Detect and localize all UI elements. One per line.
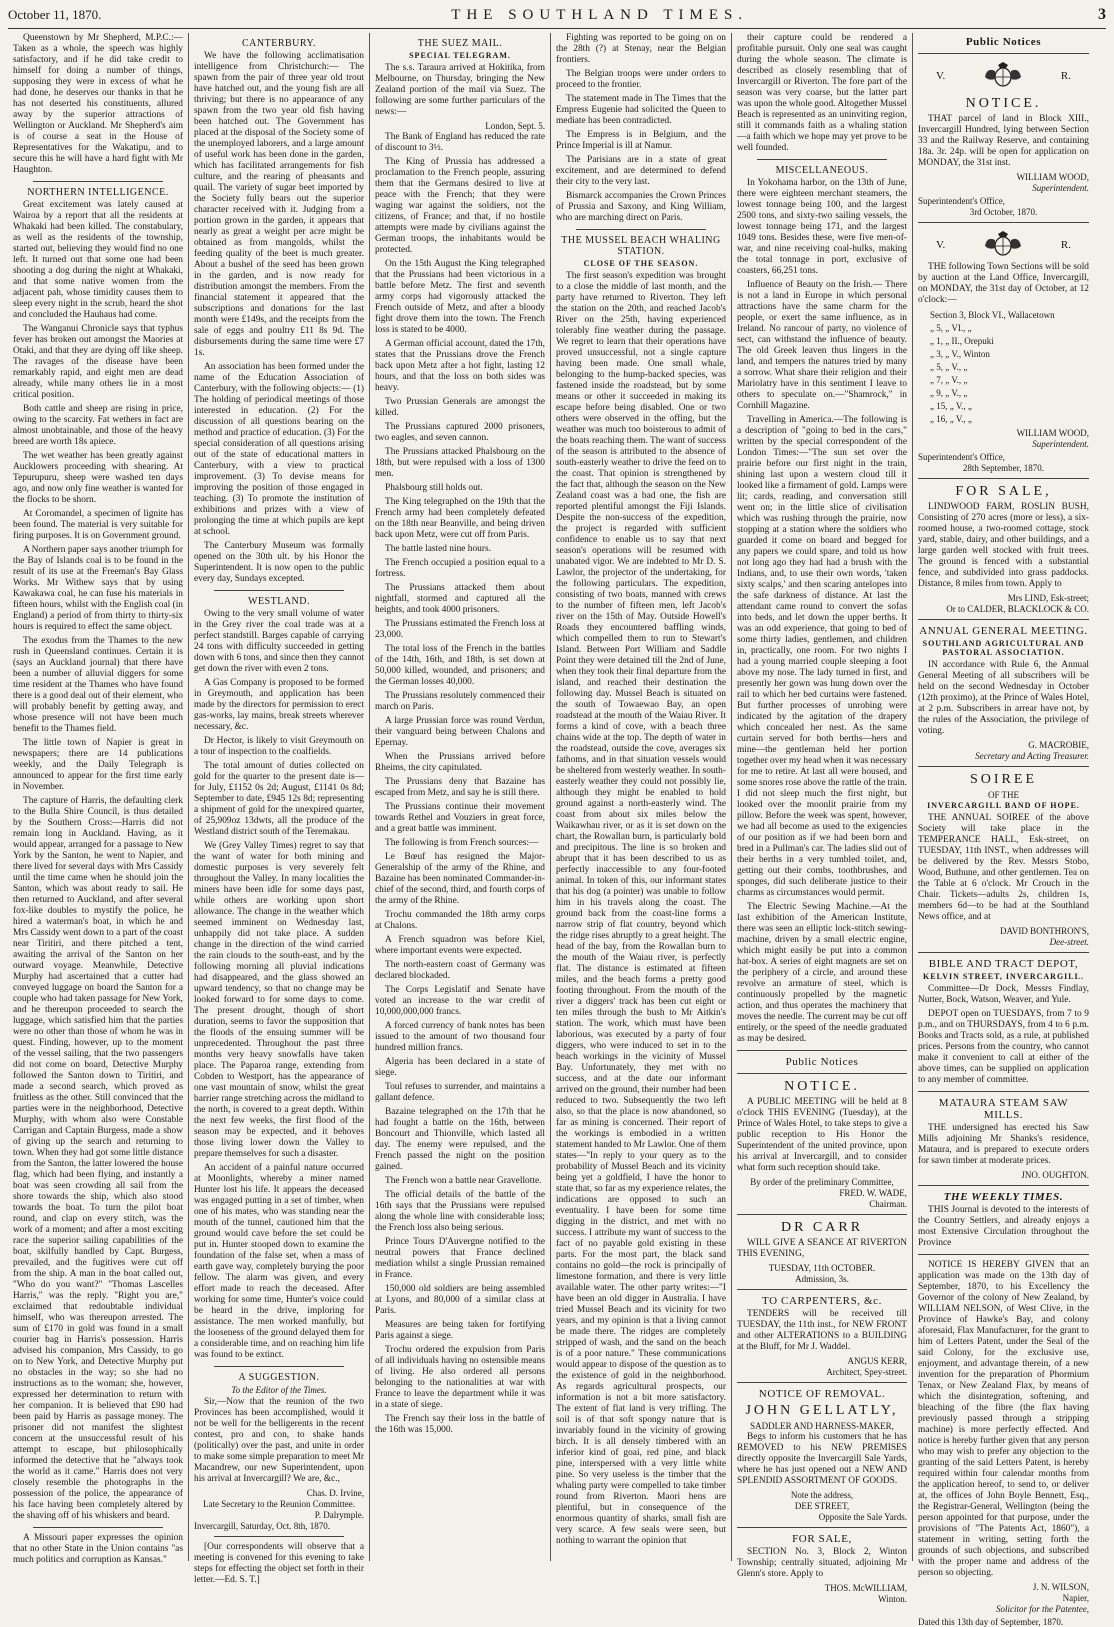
article-paragraph: The Prussians attacked Phalsbourg on the 18th, but were repulsed with a loss of 1300 men. [375, 447, 545, 479]
masthead-title: THE SOUTHLAND TIMES. [451, 7, 749, 23]
town-section-item: „ 15, „ V., „ [930, 401, 972, 411]
article-paragraph: Begs to inform his customers that he has REMOVED to his NEW PREMISES directly opposite the Invercargill Sale Yards, where he has just opened out a NEW AND SPLENDID ASSORTMENT OF GOODS. [737, 1432, 907, 1486]
centered-line: TUESDAY, 11th OCTOBER. [768, 1263, 876, 1273]
bible-depot-committee: Committee—Dr Dock, Messrs Findlay, Nutter, Bock, Watson, Weaver, and Yule. [918, 984, 1089, 1005]
crest-left-letter: V. [936, 239, 946, 251]
article-paragraph: The s.s. Taraura arrived at Hokitika, from Melbourne, on Thursday, bringing the New Zealand portion of the mail via Suez. The following are some further particulars of the news:— [375, 63, 545, 117]
article-paragraph: The Bank of England has reduced the rate of discount to 3½. [375, 132, 545, 153]
article-paragraph: Trochu ordered the expulsion from Paris of all individuals having no ostensible means of living. He also ordered all persons belonging to the nationalities at war with France to leave the department while it was in a state of siege. [375, 1345, 545, 1410]
patent-signature: J. N. WILSON, [1032, 1582, 1089, 1592]
article-paragraph: Great excitement was lately caused at Wairoa by a report that all the residents at Whakaki had been killed. The constabulary, as well as the residents of the township, started out, believing they would find no one left. It turned out that some one had been shooting a dog during the night at Whakaki, and that some native women from the adjacent pah, whose timidity causes them to sleep every night in the scrub, heard the shot and concluded the Hauhaus had come. [13, 200, 183, 320]
agm-title: ANNUAL GENERAL MEETING. [919, 625, 1088, 637]
article-paragraph: 150,000 old soldiers are being assembled at Lyons, and 80,000 of a similar class at Paris. [375, 1284, 545, 1316]
article-paragraph: Trochu commanded the 18th army corps at Chalons. [375, 910, 545, 931]
divider [737, 1073, 907, 1074]
article-paragraph: Travelling in America.—The following is a description of "going to bed in the cars," written by the special correspondent of the London Times:—"The sun set over the prairie before our first night in the train, shining last upon a western cloud till it looked like a firmament of gold. Lamps were lit; cards, reading, and conversation still went on; in the little slice of civilisation which was rushing through the prairie, now stopping at a station where the soldiers who guarded it come on board and begged for any papers we could spare, and told us how not long ago they had had a brush with the Indians, and, to use their own words, 'taken sixty scalps,' and then scaring antelopes into the safe darkness of distance. At last the attendant came round to convert the sofas into beds, and let down the upper berths. It was an odd experience, that going to bed of some thirty ladies, gentlemen, and children in, practically, one room. For two nights I had a young married couple sleeping a foot above my nose. The lady turned in first, and presently her gown was hung down over the rail to which her bed curtains were fastened. But further processes of unrobing were indicated by the agitation of the drapery which concealed her nest. As the same curtain served for both berths—hers and mine—the gentleman held her portion together over my head when it was necessary for me to retire. At last all were housed, and some snores rose above the rattle of the train. I did not sleep much the first night, but looked over the moonlit prairie from my pillow. Before the week was spent, however, we had all become as used to the exigencies of our position as if we had been born and bred in a Pullman's car. The ladies slid out of their berths in a very tumbled toilet, and, getting out their combs, toothbrushes, and sponges, did such deliberate justice to their charms as circumstances would permit. [737, 415, 907, 898]
section-heading: THE MUSSEL BEACH WHALING STATION. [561, 235, 721, 257]
article-paragraph: [Our correspondents will observe that a meeting is convened for this evening to take steps for effecting the object set forth in their letter.—Ed. S. T.] [194, 1542, 364, 1585]
for-sale-contact-1: Mrs LIND, Esk-street; [1007, 593, 1089, 603]
sale-signature-title: Superintendent. [1032, 439, 1089, 449]
divider [214, 1536, 344, 1537]
article-paragraph: WILL GIVE A SEANCE AT RIVERTON THIS EVENING, [737, 1238, 907, 1259]
article-paragraph: The Prussians continue their movement towards Rethel and Vouziers in great force, and a great battle was imminent. [375, 802, 545, 834]
article-paragraph: In Yokohama harbor, on the 13th of June, there were eighteen merchant steamers, the lowest tonnage being 100, and the largest 2500 tons, and sixty-two sailing vessels, the lowest tonnage being 171, and the largest 1049 tons. Besides these, were five men-of-war, and nine receiving coal-hulks, making the total tonnage in port, exclusive of coasters, 66,251 tons. [737, 178, 907, 276]
article-paragraph: The Belgian troops were under orders to proceed to the frontier. [556, 69, 726, 90]
article-paragraph: A French squadron was before Kiel, where important events were expected. [375, 935, 545, 956]
town-section-item: „ 9, „ V., „ [930, 388, 968, 398]
article-paragraph: A German official account, dated the 17th, states that the Prussians drove the French back upon Metz after a hot fight, lasting 12 hours, and that the loss on both sides was heavy. [375, 339, 545, 393]
article-paragraph: A Missouri paper expresses the opinion that no other State in the Union contains "as much politics and corruption as Kansas." [13, 1533, 183, 1565]
patent-date: Dated this 13th day of September, 1870. [918, 1617, 1064, 1627]
section-subheading: SPECIAL TELEGRAM. [409, 51, 511, 60]
article-paragraph: Bazaine telegraphed on the 17th that he had fought a battle on the 16th, between Boncourt and Thionville, which lasted all day. The enemy were repulsed, and the French passed the night on the position gained. [375, 1107, 545, 1172]
signature-line: P. Dalrymple. [314, 1510, 364, 1520]
article-paragraph: We have the following acclimatisation intelligence from Christchurch:— The spawn from the pair of three year old trout have hatched out, and the young fish are all thriving; but there is no appearance of any spawn from the two year old fish having been hatched out. The Government has placed at the disposal of the Society some of the unemployed laborers, and a large amount of useful work has been done in the garden, which has facilitated arrangements for fish culture, and the rearing of pheasants and quail. The variety of sugar beet imported by the Society fully bears out the superior character received with it. Judging from a portion grown in the garden, it appears that nearly as great a weight per acre might be obtained as from mangolds, whilst the feeding quality of the beet is much greater. About a bushel of the seed has been grown in the garden, and is now ready for distribution amongst the members. From the financial statement it appeared that the subscriptions and donations for the last month were £149s, and the receipts from the sale of eggs and poultry £11 8s 9d. The disbursements during the same time were £7 1s. [194, 51, 364, 358]
article-paragraph: The Parisians are in a state of great excitement, and are determined to defend their city to the very last. [556, 155, 726, 187]
royal-coat-of-arms-icon [981, 230, 1025, 260]
sale-signature: WILLIAM WOOD, [1016, 428, 1089, 438]
bible-depot-subtitle: KELVIN STREET, INVERCARGILL. [923, 972, 1084, 981]
signature-line: Chas. D. Irvine, [306, 1488, 364, 1498]
centered-line: Late Secretary to the Reunion Committee. [203, 1499, 355, 1509]
divider [918, 1185, 1089, 1186]
article-paragraph: Le Bœuf has resigned the Major-Generalship of the army of the Rhine, and Bazaine has been nominated Commander-in-chief of the second, third, and fourth corps of the army of the Rhine. [375, 852, 545, 906]
columns [8, 33, 1106, 1627]
weekly-times-title: THE WEEKLY TIMES. [943, 1191, 1064, 1203]
masthead-date: October 11, 1870. [8, 7, 102, 22]
divider [737, 1050, 907, 1051]
town-sections-sale-text: THE following Town Sections will be sold by auction at the Land Office, Invercargill, on MONDAY, the 31st day of October, at 12 o'clock:— [918, 262, 1089, 305]
agm-signature: G. MACROBIE, [1028, 740, 1089, 750]
town-section-item: Section 3, Block VI., Wallacetown [930, 310, 1055, 320]
article-paragraph: On the 15th August the King telegraphed that the Prussians had been victorious in a battle before Metz. The first and seventh army corps had vigorously attacked the French outside of Metz, and after a bloody fight drove them into the town. The French loss is stated to be 4000. [375, 259, 545, 335]
section-heading: WESTLAND. [248, 596, 310, 607]
centered-line: SADDLER AND HARNESS-MAKER, [750, 1421, 894, 1431]
divider [737, 1289, 907, 1290]
for-sale-text: LINDWOOD FARM, ROSLIN BUSH, Consisting of 270 acres (more or less), a six-roomed house, a two-roomed cottage, stock yard, stable, dairy, and other buildings, and a large garden well stocked with fruit trees. The ground is fenced with a substantial fence, and subdivided into grass paddocks. Distance, 8 miles from town. Apply to [918, 502, 1089, 589]
signature-line: Architect, Spey-street. [826, 1367, 907, 1377]
divider [33, 1527, 163, 1528]
for-sale-title: FOR SALE, [955, 484, 1052, 499]
weekly-times-text: THIS Journal is devoted to the interests of the Country Settlers, and already enjoys a most Extensive Circulation throughout the Province [918, 1205, 1089, 1248]
crest-left-letter: V. [936, 70, 946, 82]
divider [918, 1254, 1089, 1255]
article-paragraph: The French won a battle near Gravellotte. [385, 1176, 542, 1186]
signature-line: FRED. W. WADE, [839, 1188, 907, 1198]
town-section-item: „ 1, „ II., Orepuki [930, 336, 994, 346]
patent-notice-text: NOTICE IS HEREBY GIVEN that an application was made on the 13th day of September, 1870, to his Excellency the Governor of the colony of New Zealand, by WILLIAM NELSON, of West Clive, in the Province of Hawke's Bay, and colony aforesaid, Flax Manufacturer, for the grant to him of Letters Patent, under the Seal of the said Colony, for the exclusive use, enjoyment, and advantage therein, of a new invention for the preparation of Phormium Tenax, or New Zealand Flax, by means of which the disintegration, softening, and bleaching of the fibre (the flax having previously passed through a stripping machine) is more perfectly effected. And notice is hereby further given that any person who may wish to prefer any objection to the granting of the said Letters Patent, is hereby required within four calendar months from the application hereof, to send to, or deliver at, the offices of John Boyle Bennett, Esq., the Registrar-General, Wellington (being the person appointed for that purpose, under the provisions of "The Patents Act, 1860"), a statement in writing, setting forth the grounds of such objections, and subscribed with the proper name and address of the person so objecting. [918, 1260, 1089, 1578]
article-paragraph: Measures are being taken for fortifying Paris against a siege. [375, 1320, 545, 1341]
article-paragraph: Sir,—Now that the reunion of the two Provinces has been accomplished, would it not be well for the belligerents in the recent contest, pro and con, to shake hands (politically) over the past, and unite in order to make some simple preparation to meet Mr Macandrew, our new Superintendent, upon his arrival at Invercargill? We are, &c., [194, 1397, 364, 1484]
saw-mills-title: MATAURA STEAM SAW MILLS. [938, 1097, 1069, 1121]
centered-line: Note the address, [790, 1490, 854, 1500]
article-paragraph: Influence of Beauty on the Irish.— There is not a land in Europe in which personal attractions have the same charm for the people, or exert the same influence, as in Ireland. No rancour of party, no violence of sect, can withstand the influence of beauty. The old Greek leaven thus lingers in the land, and tempers the natures tried by many a sorrow. What share their religion and their Mariolatry have in this sentiment I leave to others to speculate on.—"Shamrock," in Cornhill Magazine. [737, 280, 907, 411]
article-paragraph: Algeria has been declared in a state of siege. [375, 1057, 545, 1078]
article-paragraph: Prince Tours D'Auvergne notified to the neutral powers that France declined mediation whilst a single Prussian remained in France. [375, 1237, 545, 1280]
article-paragraph: The first season's expedition was brought to a close the middle of last month, and the party have returned to Riverton. They left the station on the 20th, and reached Jacob's River on the 25th, having experienced tolerably fine weather during the passage. We regret to learn that their operations have proved unsuccessful, not a single capture having been made. One small whale, belonging to the hump-backed species, was fastened inside the roadstead, but by some means or other it succeeded in making its escape before being disabled. One or two others were observed in the offing, but the weather was much too boisterous to admit of the boats reaching them. The want of success of the season is attributed to the absence of south-easterly weather to drive the feed on to the coast. That opinion is strengthened by the fact that, although the season on the New Zealand coast was a bad one, the fish are reported plentiful amongst the Fiji Islands. Despite the non-success of the expedition, the project is regarded with sufficient confidence to enable us to say that next season's operations will be resumed with unabated vigor. We are indebted to Mr D. S. Lawlor, the projector of the undertaking, for the following particulars. The expedition, consisting of two boats, manned with crews to the number of fifteen men, left Jacob's river on the 15th of May. Outside Howell's Roads they encountered baffling winds, which compelled them to run to Stewart's Island. Between Port William and Saddle Point they were detained till the 2nd of June, when they took their final departure from the island, and reached their destination the following day. Mussel Beach is situated on the south of Towaewao Bay, an open roadstead at the mouth of the Waiau River. It forms a kind of cove, with a beach three chains wide at the top. The depth of water in the roadstead, outside the cove, averages six fathoms, and in that situation vessels would be sheltered from westerly weather. In south-easterly weather they could not possibly lie, although they might be enabled to hold ground against a north-easterly wind. The coast from about six miles below the Waikawhau river, or as it is set down on the chart, the Rowallan burn, is particularly bold and precipitous. The line is so broken and abrupt that it has been described to us as perfectly inaccessible to any four-footed animal. In token of this, our informant states that his dog (a pointer) was unable to follow him in his travels along the coast. The ground back from the coast-line forms a narrow strip of flat country, beyond which the ridge rises abruptly to a great height. The head of the bay, from the Rowallan burn to the mouth of the Waiau river, is perfectly flat. The distance is estimated at fifteen miles, and the beach forms a pretty good footing throughout. From the mouth of the river a diggers' track has been cut eight or ten miles through the bush to Mr Aitkin's station. The work, which must have been laborious, was executed by a party of four diggers, who were induced to set in to the beach workings in the vicinity of Mussel Bay. Unfortunately, they met with no success, and at the date our informant arrived on the ground, their number had been reduced to two. Subsequently the two left also, so that the place is now abandoned, so far as mining is concerned. Their report of the workings is embodied in a written statement handed to Mr Lawlor. One of them states—"In reply to your query as to the probability of Mussel Beach and its vicinity being yet a goldfield, I have the honor to state that, so far as my experience relates, the indications are opposed to such an eventuality. I have been for some time digging in the district, and met with no success. I attribute my want of success to the fact of no payable gold existing in these parts. For the most part, the black sand contains no gold—the rock is principally of limestone formation, and there is very little available water. The other party writes:—"I have been an old digger in Australia. I have tried Mussel Beach and its vicinity for two years, and my opinion is that a living cannot be made there. The ridges are completely stripped of wash, and the sand on the beach is of a poor nature." These communications would appear to dispose of the question as to the existence of gold in the neighborhood. As regards agricultural prospects, our information is not a bit more satisfactory. The extent of flat land is very trifling. The soil is of that soft spongy nature that is invariably found in the vicinity of growing birch. It is all densely timbered with an inferior kind of goai, red pine, and black pine, interspersed with a very little white pine. So very useless is the timber that the whaling party were compelled to take timber round from Riverton. Maori hens are plentiful, but in consequence of the enormous quantity of sharks, small fish are very scarce. A few seals were seen, but nothing to warrant the opinion that [556, 271, 726, 1546]
divider [918, 766, 1089, 767]
notice-heading: FOR SALE, [792, 1533, 852, 1545]
town-section-item: „ 5, „ VI., „ [930, 323, 972, 333]
saw-mills-signature: JNO. OUGHTON. [1021, 1170, 1089, 1180]
article-paragraph: Bismarck accompanies the Crown Princes of Prussia and Saxony, and King William, who are marching direct on Paris. [556, 191, 726, 223]
saw-mills-text: THE undersigned has erected his Saw Mills adjoining Mr Shanks's residence, Mataura, and is prepared to execute orders for sawn timber at moderate prices. [918, 1123, 1089, 1166]
divider [918, 53, 1089, 54]
article-paragraph: The Prussians captured 2000 prisoners, two eagles, and seven cannon. [375, 422, 545, 443]
notice-heading: NOTICE OF REMOVAL. [758, 1388, 886, 1400]
article-paragraph: The Empress is in Belgium, and the Prince Imperial is ill at Namur. [556, 130, 726, 151]
article-paragraph: A PUBLIC MEETING will be held at 8 o'clock THIS EVENING (Tuesday), at the Prince of Wales Hotel, to take steps to give a public reception to His Honor the Superintendent of the united province, upon his arrival at Invercargill, and to consider what form such reception should take. [737, 1097, 907, 1173]
town-sections-list [918, 309, 1089, 426]
column-2 [189, 33, 370, 1585]
notice-title: NOTICE. [784, 1079, 860, 1094]
article-paragraph: The following is from French sources:— [385, 838, 539, 848]
signature-line: THOS. McWILLIAM, [824, 1583, 907, 1593]
notice-title: JOHN GELLATLY, [745, 1403, 899, 1418]
article-paragraph: The capture of Harris, the defaulting clerk to the Bulla Shire Council, is thus detailed by the Southern Cross:—Harris did not remain long in Auckland. Having, as it would appear, arranged for a passage to New York by the Santon, he went to Napier, and there lived for several days with Mrs Cassidy until the time came when he should join the Santon, which was about ready to sail. He then returned to Auckland, and after several fox-like doubles to mystify the police, he hired a waterman's boat, in which he and Mrs Cassidy went down to a part of the coast near Tiritiri, and there pitched a tent, awaiting the arrival of the Santon on her outward voyage. Meanwhile, Detective Murphy had ascertained that a cutter had conveyed luggage on board the Santon for a couple who had taken passage for New York, and he thereupon proceeded to search the luggage, which satisfied him that the parties were no other than those of whom he was in quest. Finding, however, up to the moment of the vessel sailing, that the two passengers did not come on board, Detective Murphy followed the Santon down to Tiritiri, and made a second search, which proved as fruitless as the other. Still convinced that the parties were in the neighborhood, Detective Murphy, with whom also were Constable Carrigan and Captain Burgess, made a show of giving up the search and returning to town. When they had got some little distance from the Santon, the latter lowered the house flag, which had been flying, and instantly a boat was seen crowding all sail from the shore towards the ship, which also stood towards the boat. To turn the pilot boat round, and clap on every stitch, was the work of a moment; and after a most exciting race the superior sailing capabilities of the boat, skilfully handled by Capt. Burgess, prevailed, and the fugitives were cut off from the ship. A man in the boat called out, "Who do you want?" "Thomas Lascelles Harris," was the reply. "Right you are," exclaimed that redoubtable individual himself, who was thereupon arrested. The sum of £170 in gold was found in a small courier bag in Harris's possession. Harris advised his companion, Mrs Cassidy, to go on to New York, and Detective Murphy put no obstacles in the way; so she had no instructions as to the woman; she, however, expressed her determination to return with her companion. It is believed that £90 had been paid by Harris as passage money. The prisoner did not manifest the slightest concern at the unsuccessful result of his attempt to escape, but philosophically informed the detective that he "always took the world as it came." Harris does not very closely resemble the photographs in the possession of the police, the appearance of his face having been completely altered by the shaving off of his whiskers and beard. [13, 796, 184, 1521]
section-heading: NORTHERN INTELLIGENCE. [27, 187, 169, 198]
divider [918, 619, 1089, 620]
notice-title: DR CARR [780, 1220, 864, 1235]
article-paragraph: Owing to the very small volume of water in the Grey river the coal trade was at a perfect standstill. Barges capable of carrying 24 tons with difficulty succeeded in getting down with 6 tons, and since then they cannot get down the river with even 2 tons. [194, 609, 364, 674]
notice-signature-title: Superintendent. [1032, 183, 1089, 193]
section-heading: A SUGGESTION. [238, 1372, 320, 1383]
royal-coat-of-arms-icon [981, 61, 1025, 91]
divider [918, 478, 1089, 479]
divider [918, 952, 1089, 953]
article-paragraph: The Prussians resolutely commenced their march on Paris. [375, 691, 545, 712]
column-5 [732, 33, 913, 1604]
article-paragraph: A large Prussian force was round Verdun, their vanguard being between Chalons and Epernay. [375, 716, 545, 748]
article-paragraph: Two Prussian Generals are amongst the killed. [375, 397, 545, 418]
agm-signature-title: Secretary and Acting Treasurer. [975, 751, 1089, 761]
article-paragraph: The Electric Sewing Machine.—At the last exhibition of the American Institute, there was seen an elliptic lock-stitch sewing-machine, driven by a small electric engine, which might easily be put into a common hat-box. A series of eight magnets are set on the periphery of a circle, and around these revolve an armature of steel, which is continuously propelled by the magnetic action, and thus operates the machinery that moves the needle. The current may be cut off entirely, or the speed of the needle graduated as may be desired. [737, 902, 907, 1044]
divider [737, 1527, 907, 1528]
soiree-subtitle-2: INVERCARGILL BAND OF HOPE. [927, 801, 1080, 810]
notice-heading: TO CARPENTERS, &c. [762, 1295, 882, 1307]
article-paragraph: Fighting was reported to be going on on the 28th (?) at Stenay, near the Belgian frontiers. [556, 33, 726, 65]
patent-signature-place: Napier, [1062, 1593, 1089, 1603]
divider [918, 1091, 1089, 1092]
notice-title: NOTICE. [965, 96, 1042, 111]
article-paragraph: The exodus from the Thames to the new rush in Queensland continues. Certain it is (says an Auckland journal) that there have been a number of alluvial diggers for some time resident at the Thames who have found there is a good deal out of their element, who will probably benefit by getting away, and whose presence will not have been much benefit to the Thames field. [13, 636, 183, 734]
notice-office: Superintendent's Office, [918, 196, 1005, 206]
bible-depot-title: BIBLE AND TRACT DEPOT, [928, 958, 1079, 970]
article-paragraph: The King telegraphed on the 19th that the French army had been completely defeated on the 18th near Beanville, and being driven back upon Metz, were cut off from Paris. [375, 497, 545, 540]
article-paragraph: A forced currency of bank notes has been issued to the amount of two thousand four hundred million francs. [375, 1021, 545, 1053]
section-heading: MISCELLANEOUS. [775, 165, 869, 176]
article-paragraph: The statement made in The Times that the Empress Eugenie had solicited the Queen to mediate has been contradicted. [556, 94, 726, 126]
soiree-subtitle-1: OF THE [987, 790, 1020, 800]
section-heading: CANTERBURY. [242, 38, 316, 49]
royal-crest [918, 228, 1089, 262]
soiree-title: SOIREE [970, 772, 1037, 787]
article-paragraph: At Coromandel, a specimen of lignite has been found. The material is very suitable for firing purposes. It is on Government ground. [13, 509, 183, 541]
article-paragraph: We (Grey Valley Times) regret to say that the want of water for both mining and domestic purposes is very severely felt throughout the Valley. In many localities the miners have been idle for some days past, while others are working upon short allowance. The change in the weather which seemed imminent on Wednesday last, unhappily did not take place. A sudden change in the direction of the wind carried the rain clouds to the south-east, and by the following morning all pluvial indications had disappeared, and the glass showed an upward tendency, so that no change may be looked forward to for some days to come. The present drought, though of short duration, seems to favor the supposition that the floods of the ensuing summer will be unprecedented. Throughout the past three months very heavy snowfalls have taken place. The Paparoa range, extending from Cobden to Westport, has the appearance of one vast mountain of snow, whilst the great barrier range stretching across the midland to the north, is covered to a great depth. Within the next few weeks, the first flood of the season may be expected, and it behoves those living lower down the Valley to prepare themselves for such a disaster. [194, 841, 364, 1159]
divider [918, 222, 1089, 223]
town-section-item: „ 5, „ V., „ [930, 362, 968, 372]
divider [33, 181, 163, 182]
article-paragraph: their capture could be rendered a profitable pursuit. Only one seal was caught during the whole season. The climate is described as closely resembling that of Invercargill or Riverton. The fore part of the season was very coarse, but the latter part was upon the whole good. Altogether Mussel Beach is represented as an uninviting region, still it commands faith as a whaling station—a faith which we hope may yet prove to be well founded. [737, 33, 907, 153]
sale-date: 28th September, 1870. [962, 463, 1045, 473]
public-notices-header: Public Notices [965, 36, 1042, 48]
article-paragraph: The King of Prussia has addressed a proclamation to the French people, assuring them that the Germans desired to live at peace with the French; that they were waging war against the soldiers, not the citizens, of France; and that, if no hostile attempts were made by civilians against the German troops, the inhabitants would be protected. [375, 157, 545, 255]
agm-subtitle: SOUTHLAND AGRICULTURAL AND PASTORAL ASSOCIATION. [922, 639, 1085, 657]
divider [214, 590, 344, 591]
signature-line: ANGUS KERR, [847, 1356, 907, 1366]
article-paragraph: The battle lasted nine hours. [385, 544, 491, 554]
royal-crest [918, 59, 1089, 93]
article-paragraph: The wet weather has been greatly against Aucklowers proceeding with shearing. At Tepurupuru, sheep were washed ten days ago, and now only fine weather is wanted for the flocks to be shorn. [13, 451, 183, 505]
town-section-item: „ 3, „ V., Winton [930, 349, 990, 359]
section-heading: THE SUEZ MAIL. [417, 38, 503, 49]
article-paragraph: Dr Hector, is likely to visit Greymouth on a tour of inspection to the coalfields. [194, 736, 364, 757]
crest-right-letter: R. [1060, 70, 1071, 82]
centered-line: DEE STREET, [794, 1501, 850, 1511]
sale-office: Superintendent's Office, [918, 452, 1005, 462]
signature-line: London, Sept. 5. [485, 121, 545, 131]
column-1 [8, 33, 189, 1565]
centered-line: Admission, 3s. [795, 1274, 849, 1284]
page-number: 3 [1097, 6, 1106, 23]
divider [737, 1382, 907, 1383]
article-paragraph: The official details of the battle of the 16th says that the Prussians were repulsed along the whole line with considerable loss; the French loss also being serious. [375, 1190, 545, 1233]
soiree-signature-location: Dee-street. [1049, 937, 1089, 947]
article-paragraph: The Corps Legislatif and Senate have voted an increase to the war credit of 10,000,000,000 francs. [375, 985, 545, 1017]
masthead [8, 6, 1106, 29]
article-paragraph: SECTION No. 3, Block 2, Winton Township; centrally situated, adjoining Mr Glenn's store. Apply to [737, 1547, 907, 1579]
article-paragraph: The Prussians estimated the French loss at 23,000. [375, 619, 545, 640]
article-paragraph: The French occupied a position equal to a fortress. [375, 558, 545, 579]
town-section-item: „ 7, „ V., „ [930, 375, 968, 385]
article-paragraph: When the Prussians arrived before Rheims, the city capitulated. [375, 752, 545, 773]
article-paragraph: A Northern paper says another triumph for the Bay of Islands coal is to be found in the result of its use at the Freeman's Bay Glass Works. Mr Withew says that by using Kawakawa coal, he can fuse his materials in fifteen hours, whilst with the English coal (in England) a period of from thirty to thirty-six hours is required to effect the same object. [13, 545, 183, 632]
divider [576, 229, 706, 230]
notice-date: 3rd October, 1870. [969, 207, 1038, 217]
article-paragraph: Both cattle and sheep are rising in price, owing to the scarcity. Fat wethers in fact are almost unobtainable, and those of the heavy breed are worth 18s apiece. [13, 404, 183, 447]
centered-line: By order of the preliminary Committee, [750, 1177, 894, 1187]
bible-depot-text: DEPOT open on TUESDAYS, from 7 to 9 p.m., and on THURSDAYS, from 4 to 6 p.m. Books and Tracts sold, as a rule, at published prices. Persons from the country, who cannot make it convenient to call at either of the above times, can be supplied on application to any member of committee. [918, 1009, 1089, 1085]
article-paragraph: The north-eastern coast of Germany was declared blockaded. [375, 960, 545, 981]
article-paragraph: The Canterbury Museum was formally opened on the 30th ult. by his Honor the Superintendent. It is now open to the public every day, Sundays excepted. [194, 541, 364, 584]
notice-text: THAT parcel of land in Block XIII., Invercargill Hundred, lying between Section 33 and the Railway Reserve, and containing 18a. 3r. 24p. will be open for application on MONDAY, the 31st inst. [918, 114, 1089, 168]
agm-text: IN accordance with Rule 6, the Annual General Meeting of all subscribers will be held on the second Wednesday in October (12th proximo), at the Prince of Wales Hotel, at 2 p.m. Subscribers in arrear have not, by the rules of the Association, the privilege of voting. [918, 660, 1089, 736]
italic-line: To the Editor of the Times. [231, 1385, 327, 1395]
article-paragraph: The total amount of duties collected on gold for the quarter to the present date is—for July, £1152 0s 2d; August, £1141 0s 8d; September to date, £945 12s 8d; representing a shipment of gold for the unexpired quarter, of 25,909oz 13dwts, all the produce of the Westland district south of the Teremakau. [194, 761, 364, 837]
for-sale-contact-2: Or to CALDER, BLACKLOCK & CO. [946, 604, 1089, 614]
article-paragraph: Toul refuses to surrender, and maintains a gallant defence. [375, 1082, 545, 1103]
article-paragraph: The French say their loss in the battle of the 16th was 15,000. [375, 1414, 545, 1435]
article-paragraph: An association has been formed under the name of the Education Association of Canterbury, with the following objects:— (1) The holding of periodical meetings of those interested in education. (2) For the discussion of all questions bearing on the method and practice of education. (3) For the special consideration of all questions arising out of the state of educational matters in Canterbury, with a view to practical improvement. (3) To devise means for improving the position of those engaged in teaching. (3) To promote the institution of exhibitions and prizes with a view of prolonging the time at which pupils are kept at school. [194, 362, 364, 537]
article-paragraph: TENDERS will be received till TUESDAY, the 11th inst., for NEW FRONT and other ALTERATIONS to a BUILDING at the Bluff, for Mr J. Waddel. [737, 1309, 907, 1352]
signature-line: Opposite the Sale Yards. [818, 1512, 907, 1522]
soiree-signature: DAVID BONTHRON'S, [1000, 926, 1089, 936]
town-section-item: „ 16, „ V., „ [930, 414, 972, 424]
column-4 [551, 33, 732, 1561]
column-6-advertisements [913, 33, 1094, 1627]
dateline: Invercargill, Saturday, Oct. 8th, 1870. [194, 1521, 330, 1531]
article-paragraph: The total loss of the French in the battles of the 14th, 16th, and 18th, is set down at 50,000 killed, wounded, and prisoners; and the German losses 40,000. [375, 644, 545, 687]
notice-signature: WILLIAM WOOD, [1016, 172, 1089, 182]
divider [737, 1214, 907, 1215]
divider [214, 1366, 344, 1367]
soiree-text: THE ANNUAL SOIREE of the above Society will take place in the TEMPERANCE HALL, Esk-street, on TUESDAY, 11th INST., when addresses will be delivered by the Rev. Messrs Stobo, Wood, Buthune, and other gentlemen. Tea on the Table at 6 o'clock. Mr Crouch in the Chair. Tickets—adults 2s, children 1s, members 6d—to be had at the Southland News office, and at [918, 813, 1089, 922]
article-paragraph: The Prussians attacked them about nightfall, stormed and captured all the heights, and took 4000 prisoners. [375, 583, 545, 615]
column-3 [370, 33, 551, 1561]
article-paragraph: A Gas Company is proposed to be formed in Greymouth, and application has been made by the directors for permission to erect gas-works, lay mains, break streets wherever necessary, &c. [194, 678, 364, 732]
article-paragraph: The little town of Napier is great in newspapers; there are 14 publications weekly, and the Daily Telegraph is announced to appear for the first time early in November. [13, 738, 183, 792]
article-paragraph: The Wanganui Chronicle says that typhus fever has broken out amongst the Maories at Otaki, and that they are dying off like sheep. The ravages of the disease have been remarkably rapid, and eight men are dead already, while many others lie in a most critical position. [13, 324, 183, 400]
signature-line: Chairman. [869, 1199, 907, 1209]
notice-heading: Public Notices [785, 1056, 859, 1068]
article-paragraph: The Prussians deny that Bazaine has escaped from Metz, and say he is still there. [375, 777, 545, 798]
article-paragraph: Phalsbourg still holds out. [385, 483, 483, 493]
section-subheading: CLOSE OF THE SEASON. [583, 259, 699, 268]
divider [757, 159, 887, 160]
article-paragraph: Queenstown by Mr Shepherd, M.P.C.:— Taken as a whole, the speech was highly satisfactory, and if he did take credit to himself for doing a number of things, supposing they were in excess of what he had done, he deserves our thanks in that he has not deserted his constituents, allured away by the superior attractions of Wellington or Auckland. Mr Shepherd's aim is of course a seat in the House of Representatives for the Wakatipu, and to secure this he will have a hard fight with Mr Haughton. [13, 33, 183, 175]
patent-signature-title: Solicitor for the Patentee, [996, 1604, 1089, 1614]
signature-line: Winton. [878, 1594, 907, 1604]
article-paragraph: An accident of a painful nature occurred at Moonlights, whereby a miner named Hunter lost his life. It appears the deceased was engaged putting in a set of timber, when one of his mates, who was standing near the mouth of the tunnel, cautioned him that the ground would cave before the set could be put in. Hunter stooped down to examine the foundation of the false set, when a mass of earth gave way, completely burying the poor fellow. The alarm was given, and every effort made to reach the deceased. After working for some time, Hunter's voice could be heard in the drive, imploring for assistance. The men worked manfully, but the looseness of the ground delayed them for a considerable time, and on reaching him life was found to be extinct. [194, 1163, 364, 1360]
crest-right-letter: R. [1060, 239, 1071, 251]
